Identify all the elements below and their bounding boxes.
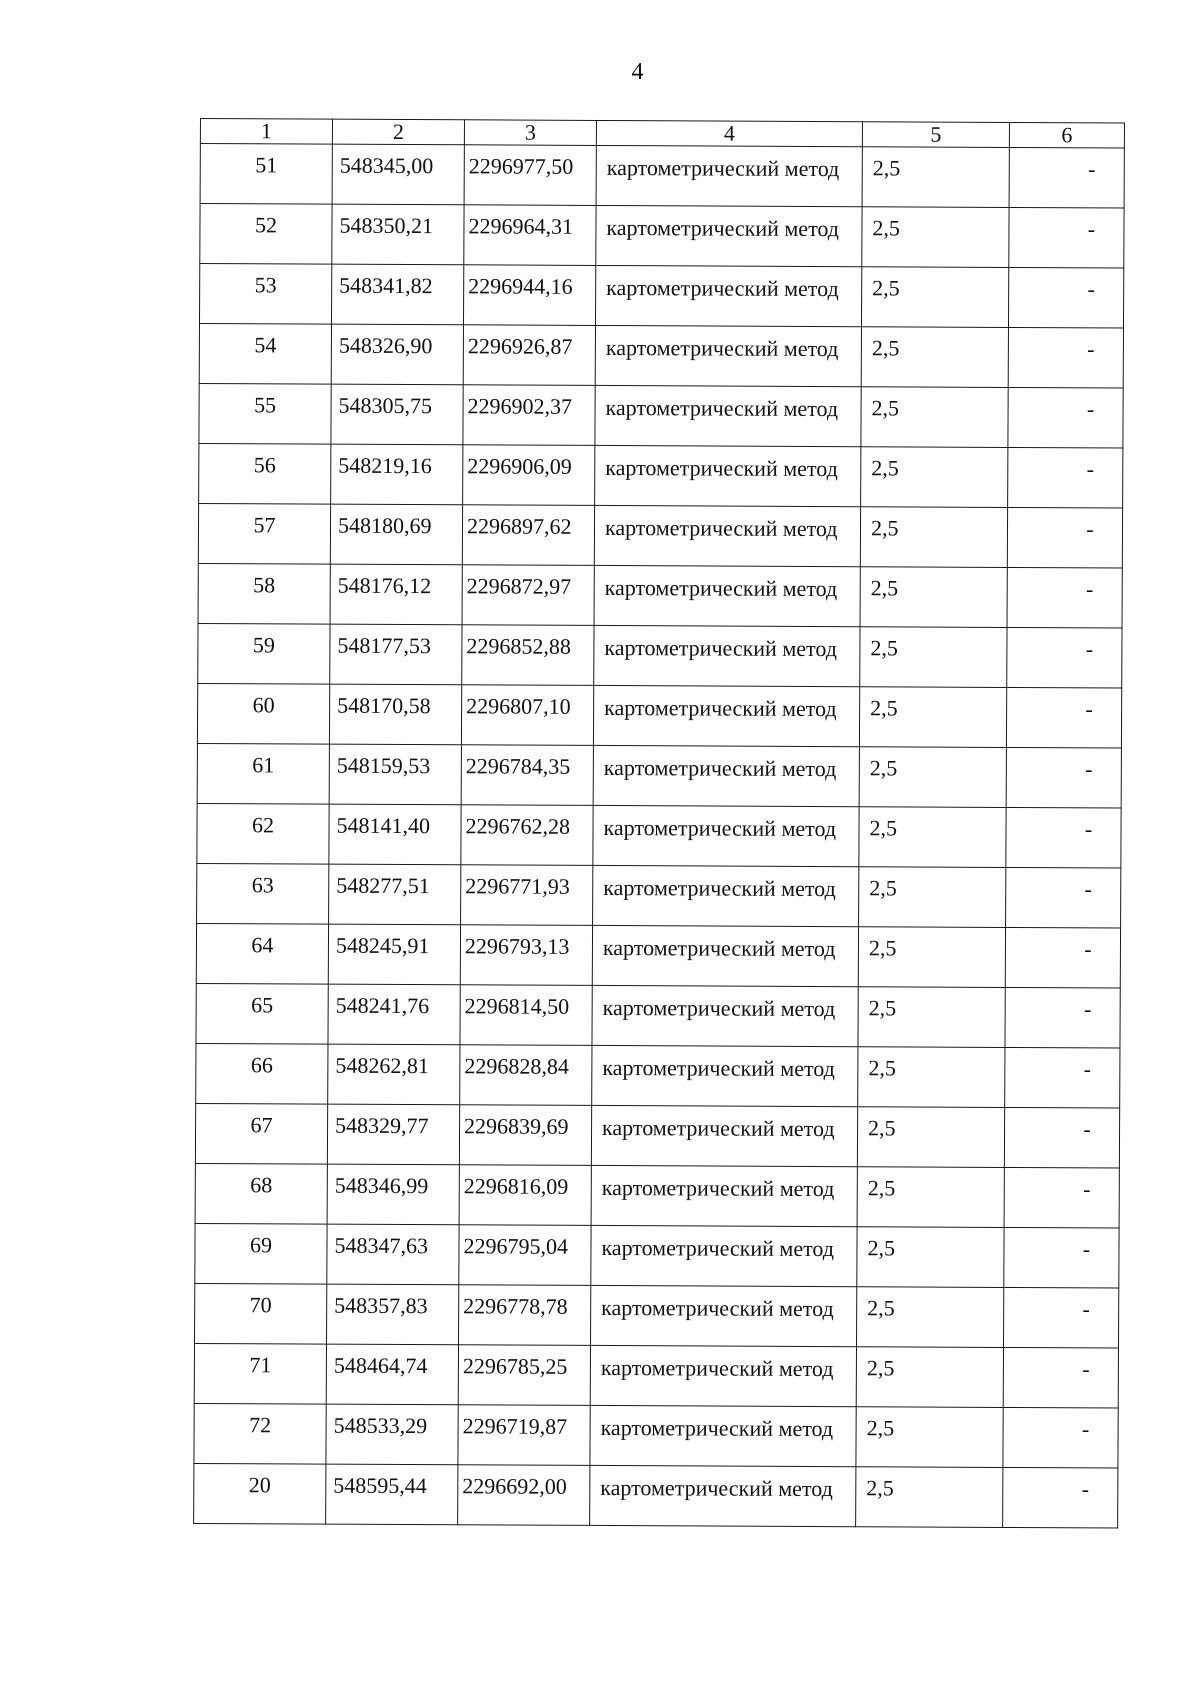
cell-point-number: 53 — [199, 264, 331, 325]
cell-x-coordinate: 548180,69 — [330, 504, 462, 565]
cell-method: картометрический метод — [591, 1285, 857, 1346]
cell-x-coordinate: 548345,00 — [332, 144, 464, 205]
table-row — [199, 383, 1123, 448]
cell-y-coordinate: 2296814,50 — [460, 985, 592, 1046]
cell-method: картометрический метод — [590, 1345, 856, 1406]
header-col-1: 1 — [200, 119, 332, 145]
cell-x-coordinate: 548464,74 — [326, 1344, 458, 1405]
cell-y-coordinate: 2296719,87 — [458, 1405, 590, 1466]
table-row — [196, 983, 1120, 1048]
cell-method: картометрический метод — [592, 1045, 858, 1106]
table-row — [194, 1343, 1118, 1408]
cell-note: - — [1004, 1167, 1119, 1228]
cell-note: - — [1008, 387, 1123, 448]
cell-x-coordinate: 548241,76 — [328, 984, 460, 1045]
cell-x-coordinate: 548159,53 — [329, 744, 461, 805]
cell-y-coordinate: 2296944,16 — [463, 265, 595, 326]
table-row — [195, 1223, 1119, 1288]
cell-method: картометрический метод — [591, 1225, 857, 1286]
header-col-4: 4 — [596, 120, 862, 146]
cell-accuracy: 2,5 — [862, 147, 1009, 208]
cell-accuracy: 2,5 — [856, 1407, 1003, 1468]
cell-x-coordinate: 548533,29 — [326, 1404, 458, 1465]
cell-x-coordinate: 548305,75 — [331, 384, 463, 445]
cell-method: картометрический метод — [593, 805, 859, 866]
cell-method: картометрический метод — [595, 445, 861, 506]
cell-y-coordinate: 2296692,00 — [458, 1465, 590, 1526]
cell-y-coordinate: 2296762,28 — [461, 805, 593, 866]
cell-accuracy: 2,5 — [860, 567, 1007, 628]
cell-point-number: 70 — [195, 1283, 327, 1344]
cell-note: - — [1007, 627, 1122, 688]
cell-accuracy: 2,5 — [861, 267, 1008, 328]
cell-point-number: 61 — [197, 743, 329, 804]
cell-point-number: 71 — [194, 1343, 326, 1404]
table-row — [196, 1043, 1120, 1108]
cell-accuracy: 2,5 — [862, 207, 1009, 268]
cell-note: - — [1005, 927, 1120, 988]
cell-y-coordinate: 2296839,69 — [459, 1105, 591, 1166]
cell-note: - — [1009, 147, 1124, 208]
cell-accuracy: 2,5 — [857, 1287, 1004, 1348]
table-row — [197, 743, 1121, 808]
cell-note: - — [1007, 567, 1122, 628]
cell-accuracy: 2,5 — [859, 867, 1006, 928]
cell-y-coordinate: 2296784,35 — [461, 745, 593, 806]
cell-point-number: 72 — [194, 1403, 326, 1464]
cell-x-coordinate: 548329,77 — [327, 1104, 459, 1165]
cell-y-coordinate: 2296771,93 — [461, 865, 593, 926]
cell-note: - — [1006, 867, 1121, 928]
cell-method: картометрический метод — [595, 325, 861, 386]
cell-accuracy: 2,5 — [857, 1227, 1004, 1288]
cell-x-coordinate: 548326,90 — [331, 324, 463, 385]
cell-point-number: 56 — [199, 443, 331, 504]
cell-y-coordinate: 2296816,09 — [459, 1165, 591, 1226]
cell-x-coordinate: 548176,12 — [330, 564, 462, 625]
cell-method: картометрический метод — [591, 1105, 857, 1166]
cell-accuracy: 2,5 — [856, 1347, 1003, 1408]
header-col-2: 2 — [332, 119, 464, 145]
cell-method: картометрический метод — [593, 745, 859, 806]
table-row — [194, 1463, 1118, 1528]
cell-method: картометрический метод — [594, 625, 860, 686]
cell-point-number: 65 — [196, 983, 328, 1044]
table-row — [195, 1103, 1119, 1168]
page-number: 4 — [631, 59, 644, 85]
cell-method: картометрический метод — [592, 985, 858, 1046]
cell-y-coordinate: 2296902,37 — [463, 385, 595, 446]
table-row — [195, 1163, 1119, 1228]
cell-point-number: 58 — [198, 563, 330, 624]
cell-accuracy: 2,5 — [861, 387, 1008, 448]
cell-method: картометрический метод — [593, 865, 859, 926]
cell-point-number: 54 — [199, 324, 331, 385]
cell-y-coordinate: 2296897,62 — [462, 505, 594, 566]
cell-method: картометрический метод — [596, 145, 862, 206]
cell-accuracy: 2,5 — [860, 627, 1007, 688]
table-row — [199, 264, 1123, 329]
cell-method: картометрический метод — [595, 385, 861, 446]
cell-accuracy: 2,5 — [858, 987, 1005, 1048]
cell-method: картометрический метод — [596, 205, 862, 266]
cell-y-coordinate: 2296906,09 — [463, 445, 595, 506]
cell-y-coordinate: 2296793,13 — [460, 925, 592, 986]
cell-note: - — [1006, 687, 1121, 748]
cell-x-coordinate: 548595,44 — [326, 1464, 458, 1525]
cell-y-coordinate: 2296785,25 — [458, 1345, 590, 1406]
cell-y-coordinate: 2296778,78 — [459, 1285, 591, 1346]
cell-x-coordinate: 548170,58 — [329, 684, 461, 745]
cell-point-number: 62 — [197, 803, 329, 864]
cell-note: - — [1006, 807, 1121, 868]
cell-accuracy: 2,5 — [861, 327, 1008, 388]
cell-point-number: 68 — [195, 1163, 327, 1224]
cell-x-coordinate: 548350,21 — [332, 204, 464, 265]
cell-x-coordinate: 548262,81 — [328, 1044, 460, 1105]
cell-note: - — [1007, 507, 1122, 568]
cell-accuracy: 2,5 — [859, 747, 1006, 808]
table-row — [197, 803, 1121, 868]
cell-y-coordinate: 2296977,50 — [464, 145, 596, 206]
cell-note: - — [1003, 1467, 1118, 1528]
cell-point-number: 67 — [195, 1103, 327, 1164]
cell-point-number: 55 — [199, 383, 331, 444]
cell-y-coordinate: 2296807,10 — [461, 685, 593, 746]
cell-note: - — [1008, 267, 1123, 328]
table-row — [199, 324, 1123, 389]
cell-x-coordinate: 548347,63 — [327, 1224, 459, 1285]
cell-point-number: 64 — [196, 923, 328, 984]
cell-note: - — [1005, 987, 1120, 1048]
table-row — [195, 1283, 1119, 1348]
cell-accuracy: 2,5 — [860, 507, 1007, 568]
cell-x-coordinate: 548346,99 — [327, 1164, 459, 1225]
cell-y-coordinate: 2296828,84 — [460, 1045, 592, 1106]
header-col-5: 5 — [862, 122, 1009, 148]
cell-point-number: 66 — [196, 1043, 328, 1104]
cell-point-number: 63 — [197, 863, 329, 924]
table-row — [200, 204, 1124, 269]
cell-y-coordinate: 2296795,04 — [459, 1225, 591, 1286]
cell-x-coordinate: 548177,53 — [330, 624, 462, 685]
cell-y-coordinate: 2296872,97 — [462, 565, 594, 626]
cell-note: - — [1004, 1287, 1119, 1348]
header-col-6: 6 — [1009, 122, 1124, 148]
cell-point-number: 69 — [195, 1223, 327, 1284]
cell-note: - — [1009, 207, 1124, 268]
cell-note: - — [1003, 1347, 1118, 1408]
cell-note: - — [1006, 747, 1121, 808]
coordinates-table — [193, 118, 1125, 1529]
cell-method: картометрический метод — [592, 925, 858, 986]
cell-x-coordinate: 548357,83 — [327, 1284, 459, 1345]
cell-note: - — [1004, 1227, 1119, 1288]
cell-note: - — [1008, 447, 1123, 508]
cell-note: - — [1008, 327, 1123, 388]
cell-method: картометрический метод — [594, 565, 860, 626]
table-row — [198, 563, 1122, 628]
table-row — [198, 623, 1122, 688]
cell-point-number: 51 — [200, 144, 332, 205]
table-row — [197, 683, 1121, 748]
table-row — [194, 1403, 1118, 1468]
table-row — [200, 144, 1124, 209]
cell-accuracy: 2,5 — [858, 927, 1005, 988]
cell-note: - — [1005, 1047, 1120, 1108]
table-row — [197, 863, 1121, 928]
cell-point-number: 59 — [198, 623, 330, 684]
cell-accuracy: 2,5 — [859, 687, 1006, 748]
cell-accuracy: 2,5 — [861, 447, 1008, 508]
cell-method: картометрический метод — [595, 265, 861, 326]
table-body — [194, 144, 1125, 1528]
cell-accuracy: 2,5 — [858, 1047, 1005, 1108]
cell-note: - — [1003, 1407, 1118, 1468]
cell-point-number: 60 — [197, 683, 329, 744]
cell-accuracy: 2,5 — [857, 1107, 1004, 1168]
cell-point-number: 57 — [198, 503, 330, 564]
cell-note: - — [1004, 1107, 1119, 1168]
table-row — [198, 503, 1122, 568]
cell-method: картометрический метод — [590, 1465, 856, 1526]
cell-y-coordinate: 2296926,87 — [463, 325, 595, 386]
cell-accuracy: 2,5 — [857, 1167, 1004, 1228]
cell-x-coordinate: 548219,16 — [331, 444, 463, 505]
cell-y-coordinate: 2296964,31 — [464, 205, 596, 266]
cell-method: картометрический метод — [591, 1165, 857, 1226]
header-col-3: 3 — [464, 120, 596, 146]
cell-point-number: 20 — [194, 1463, 326, 1524]
cell-accuracy: 2,5 — [859, 807, 1006, 868]
cell-point-number: 52 — [200, 204, 332, 265]
cell-x-coordinate: 548277,51 — [329, 864, 461, 925]
cell-y-coordinate: 2296852,88 — [462, 625, 594, 686]
cell-x-coordinate: 548245,91 — [328, 924, 460, 985]
cell-accuracy: 2,5 — [856, 1467, 1003, 1528]
cell-x-coordinate: 548141,40 — [329, 804, 461, 865]
cell-method: картометрический метод — [594, 505, 860, 566]
table-row — [196, 923, 1120, 988]
cell-method: картометрический метод — [593, 685, 859, 746]
table-row — [199, 443, 1123, 508]
cell-method: картометрический метод — [590, 1405, 856, 1466]
cell-x-coordinate: 548341,82 — [331, 264, 463, 325]
